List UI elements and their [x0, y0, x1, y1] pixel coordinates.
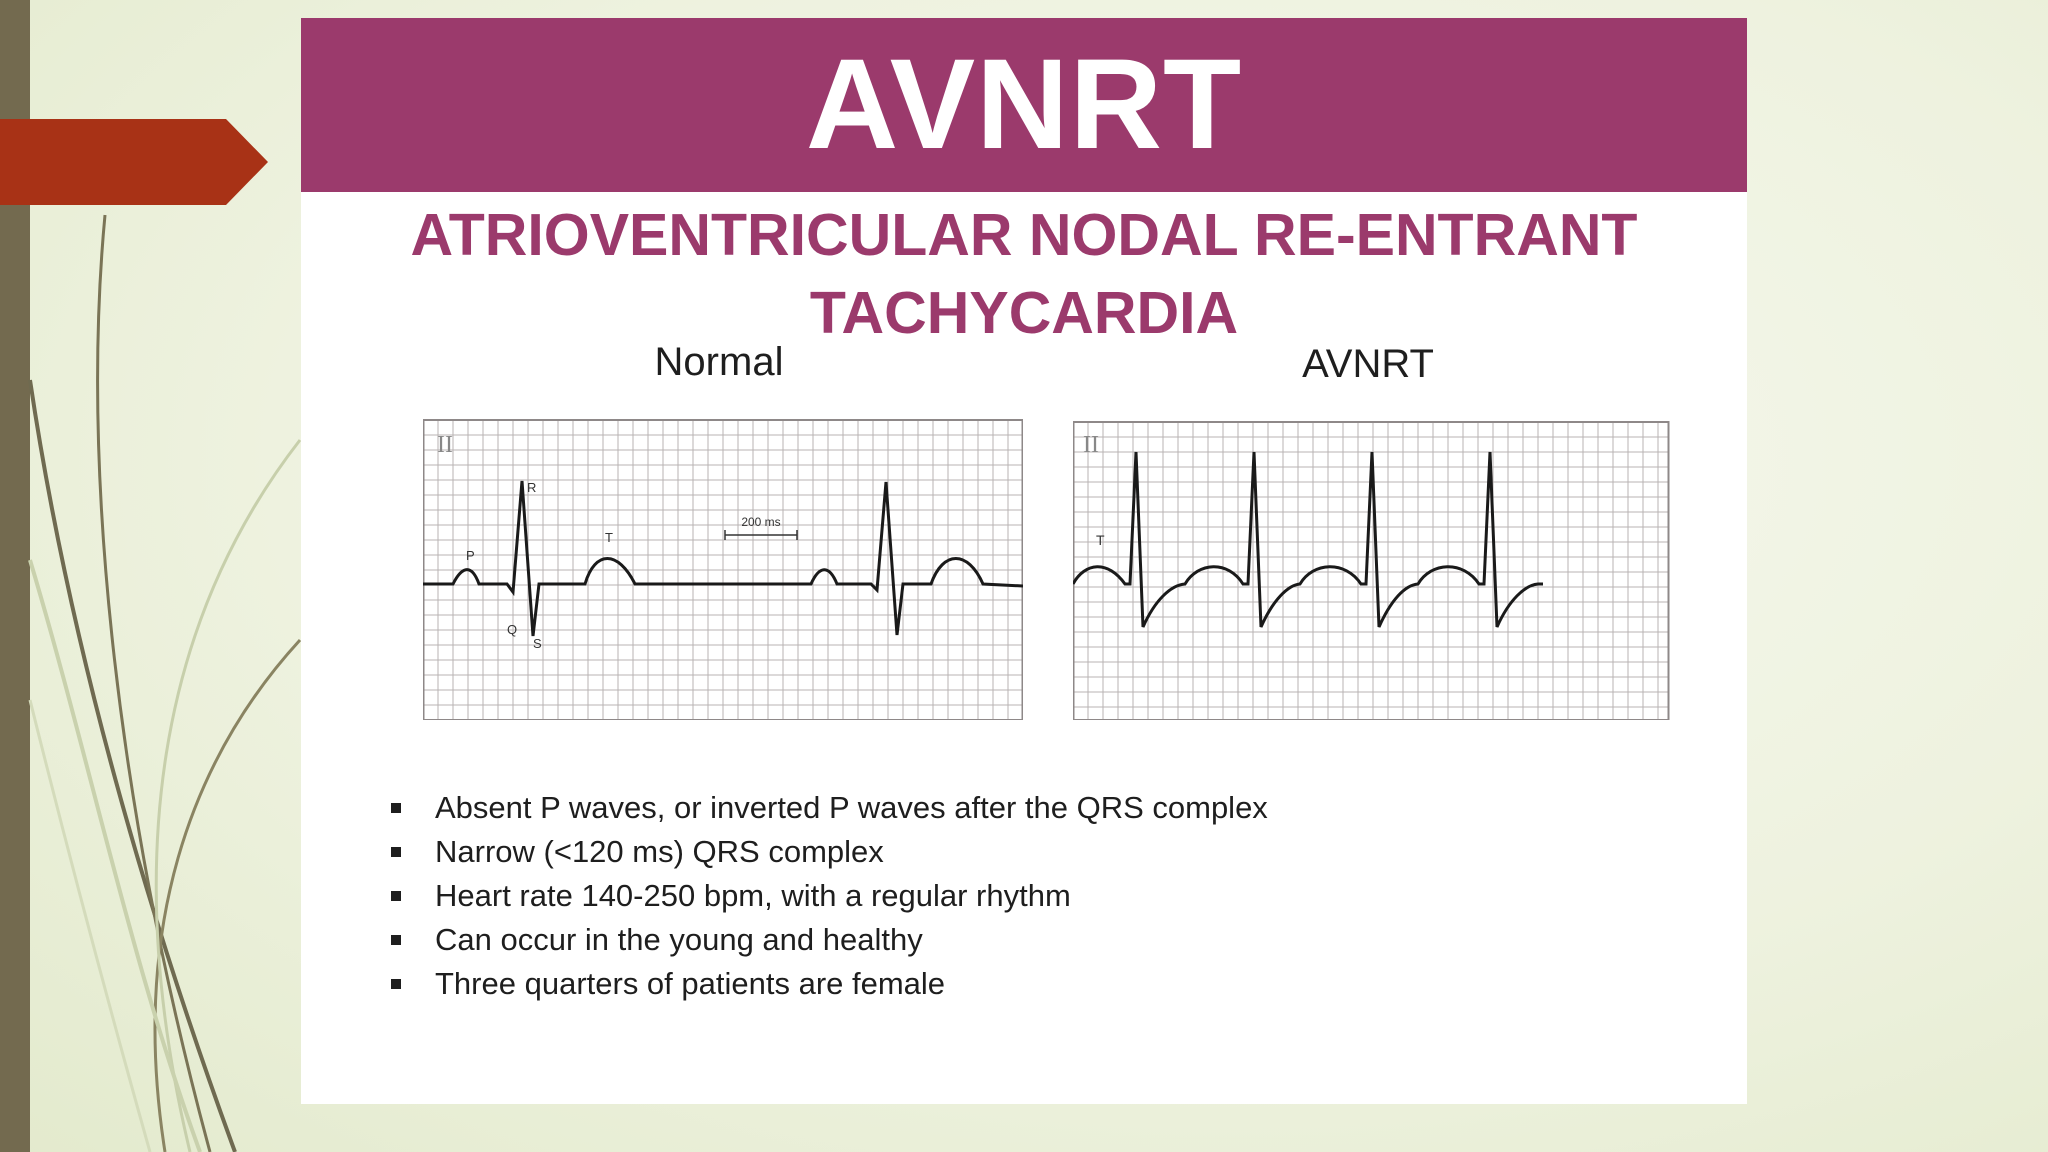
slide-subtitle	[301, 196, 1747, 352]
normal-lead-label: II	[437, 432, 453, 458]
avnrt-lead-label: II	[1083, 432, 1099, 458]
bullet-item	[391, 918, 1591, 962]
bullet-item	[391, 830, 1591, 874]
subtitle-line-1: ATRIOVENTRICULAR NODAL RE-ENTRANT	[410, 202, 1638, 268]
bullet-marker	[391, 935, 401, 945]
avnrt-ecg-strip	[1073, 400, 1673, 720]
bullet-marker	[391, 803, 401, 813]
normal-ecg-label: Normal	[654, 340, 784, 384]
bullet-item	[391, 962, 1591, 1006]
avnrt-ecg-label: AVNRT	[1302, 342, 1434, 386]
bullet-list	[391, 786, 1591, 1006]
bullet-text: Can occur in the young and healthy	[435, 922, 923, 957]
avnrt-t-wave-label: T	[1096, 532, 1105, 548]
bullet-text: Narrow (<120 ms) QRS complex	[435, 834, 884, 869]
bullet-text: Absent P waves, or inverted P waves after the QRS complex	[435, 790, 1268, 825]
slide-card	[301, 18, 1747, 1104]
normal-ecg-grid	[423, 420, 1023, 720]
normal-ecg-strip	[423, 400, 1023, 720]
bullet-text: Three quarters of patients are female	[435, 966, 946, 1001]
avnrt-ecg-trace	[1073, 452, 1543, 627]
scale-bar-label: 200 ms	[741, 515, 781, 529]
bullet-marker	[391, 847, 401, 857]
p-wave-label: P	[466, 548, 475, 563]
bullet-marker	[391, 891, 401, 901]
subtitle-line-2: TACHYCARDIA	[809, 280, 1239, 346]
red-arrow-shape	[0, 119, 270, 205]
s-wave-label: S	[533, 636, 542, 651]
bullet-marker	[391, 979, 401, 989]
bullet-item	[391, 874, 1591, 918]
bullet-item	[391, 786, 1591, 830]
t-wave-label: T	[605, 530, 613, 545]
q-wave-label: Q	[507, 622, 518, 637]
r-wave-label: R	[527, 480, 537, 495]
bullet-text: Heart rate 140-250 bpm, with a regular rhythm	[435, 878, 1071, 913]
slide-title: AVNRT	[301, 18, 1747, 192]
scale-bar	[725, 530, 797, 540]
